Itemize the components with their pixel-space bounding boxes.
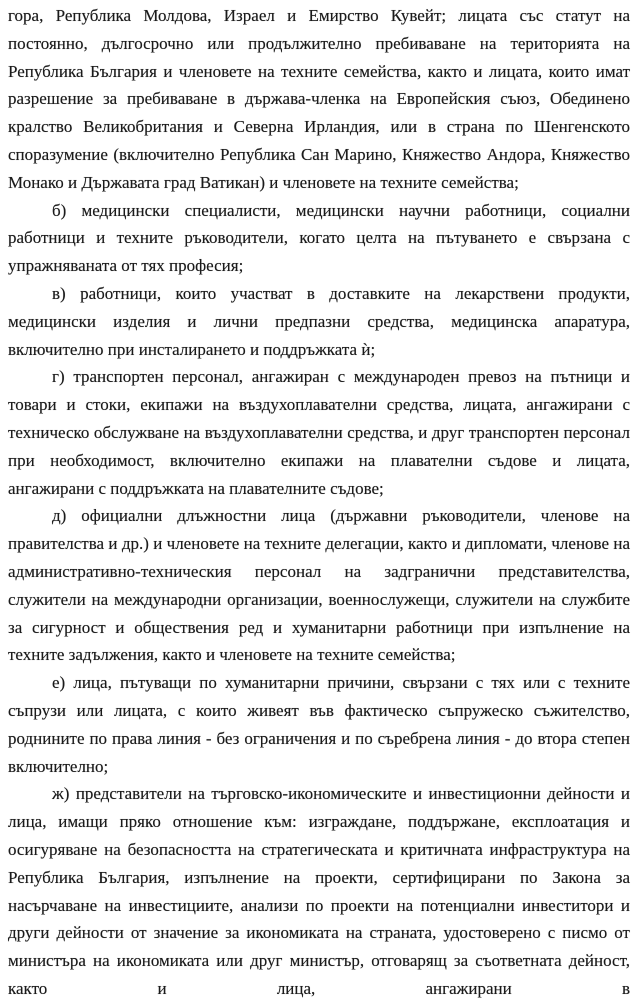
paragraph-item-g: г) транспортен персонал, ангажиран с международен превоз на пътници и товари и стоки, екипажи на въздухоплавателни средства, лицата, ангажирани с техническо обслужване на въздухоплавателни средства, и друг транспортен персонал при необходимост, включително екипажи на плавателни съдове и лицата, ангажирани с поддръжката на плавателните съдове;: [8, 367, 630, 498]
paragraph-item-b: б) медицински специалисти, медицински научни работници, социални работници и техните ръководители, когато целта на пътуването е свързана с упражняваната от тях професия;: [8, 200, 630, 276]
paragraph-item-v: в) работници, които участват в доставките на лекарствени продукти, медицински изделия и лични предпазни средства, медицинска апаратура, включително при инсталирането и поддръжката ѝ;: [8, 283, 630, 359]
paragraph-item-d: д) официални длъжностни лица (държавни ръководители, членове на правителства и др.) и членовете на техните делегации, както и дипломати, членове на административно-техническия персонал на задгранични представителства, служители на международни организации, военнослужещи, служители на службите за сигурност и обществения ред и хуманитарни работници при изпълнение на техните задължения, както и членовете на техните семейства;: [8, 506, 630, 665]
paragraph-continuation-item-a: гора, Република Молдова, Израел и Емирство Кувейт; лицата със статут на постоянно, дългосрочно или продължително пребиваване на територията на Република България и членовете на техните семейства, както и лицата, които имат разрешение за пребиваване в държава-членка на Европейския съюз, Обединено кралство Великобритания и Северна Ирландия, или в страна по Шенгенското споразумение (включително Република Сан Марино, Княжество Андора, Княжество Монако и Държавата град Ватикан) и членовете на техните семейства;: [8, 6, 630, 192]
paragraph-item-zh: ж) представители на търговско-икономическите и инвестиционни дейности и лица, имащи пряко отношение към: изграждане, поддържане, експлоатация и осигуряване на безопасността на стратегическата и критичната инфраструктура на Република България, изпълнение на проекти, сертифицирани по Закона за насърчаване на инвестициите, анализи по проекти на потенциални инвеститори и други дейности от значение за икономиката на страната, удостоверено с писмо от министъра на икономиката или друг министър, отговарящ за съответната дейност, както и лица, ангажирани в: [8, 784, 630, 998]
paragraph-item-e: е) лица, пътуващи по хуманитарни причини, свързани с тях или с техните съпрузи или лицата, с които живеят във фактическо съпружеско съжителство, роднините по права линия - без ограничения и по съребрена линия - до втора степен включително;: [8, 673, 630, 776]
